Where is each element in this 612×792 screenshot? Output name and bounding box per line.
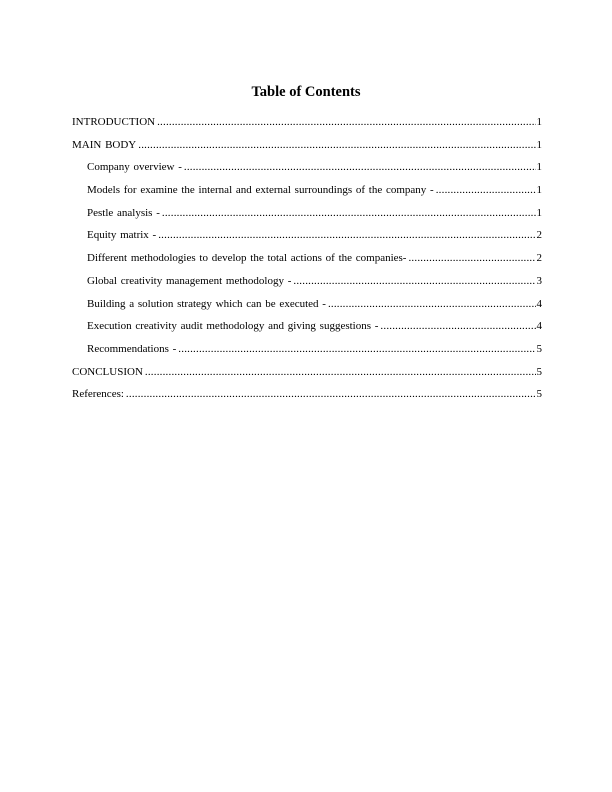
toc-dot-leader bbox=[184, 156, 536, 179]
toc-page-number: 5 bbox=[536, 365, 542, 378]
toc-title: Table of Contents bbox=[251, 84, 361, 100]
toc-entry-text: Recommendations - bbox=[87, 342, 177, 355]
toc-dot-leader bbox=[178, 338, 535, 361]
toc-dot-leader bbox=[436, 179, 536, 202]
toc-entry-text: Building a solution strategy which can be executed - bbox=[87, 297, 326, 310]
toc-entry-text: Models for examine the internal and external surroundings of the company - bbox=[87, 184, 434, 197]
toc-dot-leader bbox=[408, 247, 535, 270]
toc-entry-text: Different methodologies to develop the total actions of the companies- bbox=[87, 252, 407, 265]
toc-list bbox=[72, 111, 542, 406]
toc-page-number: 5 bbox=[536, 388, 542, 401]
toc-dot-leader bbox=[380, 315, 535, 338]
toc-page-number: 4 bbox=[536, 320, 542, 333]
toc-page-number: 5 bbox=[536, 342, 542, 355]
toc-page-number: 1 bbox=[536, 116, 542, 128]
toc-entry-text: References: bbox=[72, 388, 124, 401]
toc-dot-leader bbox=[293, 270, 535, 293]
toc-dot-leader bbox=[162, 202, 536, 225]
toc-entry-recommendations[interactable] bbox=[72, 338, 542, 361]
toc-entry-text: INTRODUCTION bbox=[72, 116, 156, 128]
toc-page-number: 1 bbox=[536, 138, 542, 151]
toc-entry-references[interactable] bbox=[72, 383, 542, 406]
toc-dot-leader bbox=[158, 224, 535, 247]
toc-entry-text: Global creativity management methodology - bbox=[87, 274, 292, 287]
toc-entry-text: Company overview - bbox=[87, 161, 182, 174]
toc-entry-conclusion[interactable] bbox=[72, 361, 542, 384]
toc-page-number: 2 bbox=[536, 229, 542, 242]
toc-entry-text: Equity matrix - bbox=[87, 229, 157, 242]
toc-page-number: 1 bbox=[536, 184, 542, 197]
toc-dot-leader bbox=[138, 134, 535, 157]
toc-entry-execution-creativity-audit[interactable] bbox=[72, 315, 542, 338]
toc-entry-text: MAIN BODY bbox=[72, 138, 137, 151]
toc-entry-text: Pestle analysis - bbox=[87, 206, 160, 219]
toc-page-number: 2 bbox=[536, 252, 542, 265]
toc-entry-introduction[interactable] bbox=[72, 111, 542, 134]
toc-dot-leader bbox=[157, 111, 535, 134]
toc-entry-global-creativity[interactable] bbox=[72, 270, 542, 293]
toc-entry-equity-matrix[interactable] bbox=[72, 224, 542, 247]
toc-entry-pestle-analysis[interactable] bbox=[72, 202, 542, 225]
toc-dot-leader bbox=[328, 293, 536, 316]
toc-page-number: 1 bbox=[536, 161, 542, 174]
toc-entry-text: Execution creativity audit methodology and giving suggestions - bbox=[87, 320, 379, 333]
toc-entry-company-overview[interactable] bbox=[72, 156, 542, 179]
toc-page-number: 3 bbox=[536, 274, 542, 287]
toc-entry-main-body[interactable] bbox=[72, 134, 542, 157]
toc-page-number: 4 bbox=[536, 297, 542, 310]
toc-entry-different-methodologies[interactable] bbox=[72, 247, 542, 270]
toc-entry-models[interactable] bbox=[72, 179, 542, 202]
toc-dot-leader bbox=[126, 383, 536, 406]
toc-page-number: 1 bbox=[536, 206, 542, 219]
toc-entry-building-solution-strategy[interactable] bbox=[72, 293, 542, 316]
toc-entry-text: CONCLUSION bbox=[72, 365, 143, 378]
toc-dot-leader bbox=[145, 361, 536, 384]
